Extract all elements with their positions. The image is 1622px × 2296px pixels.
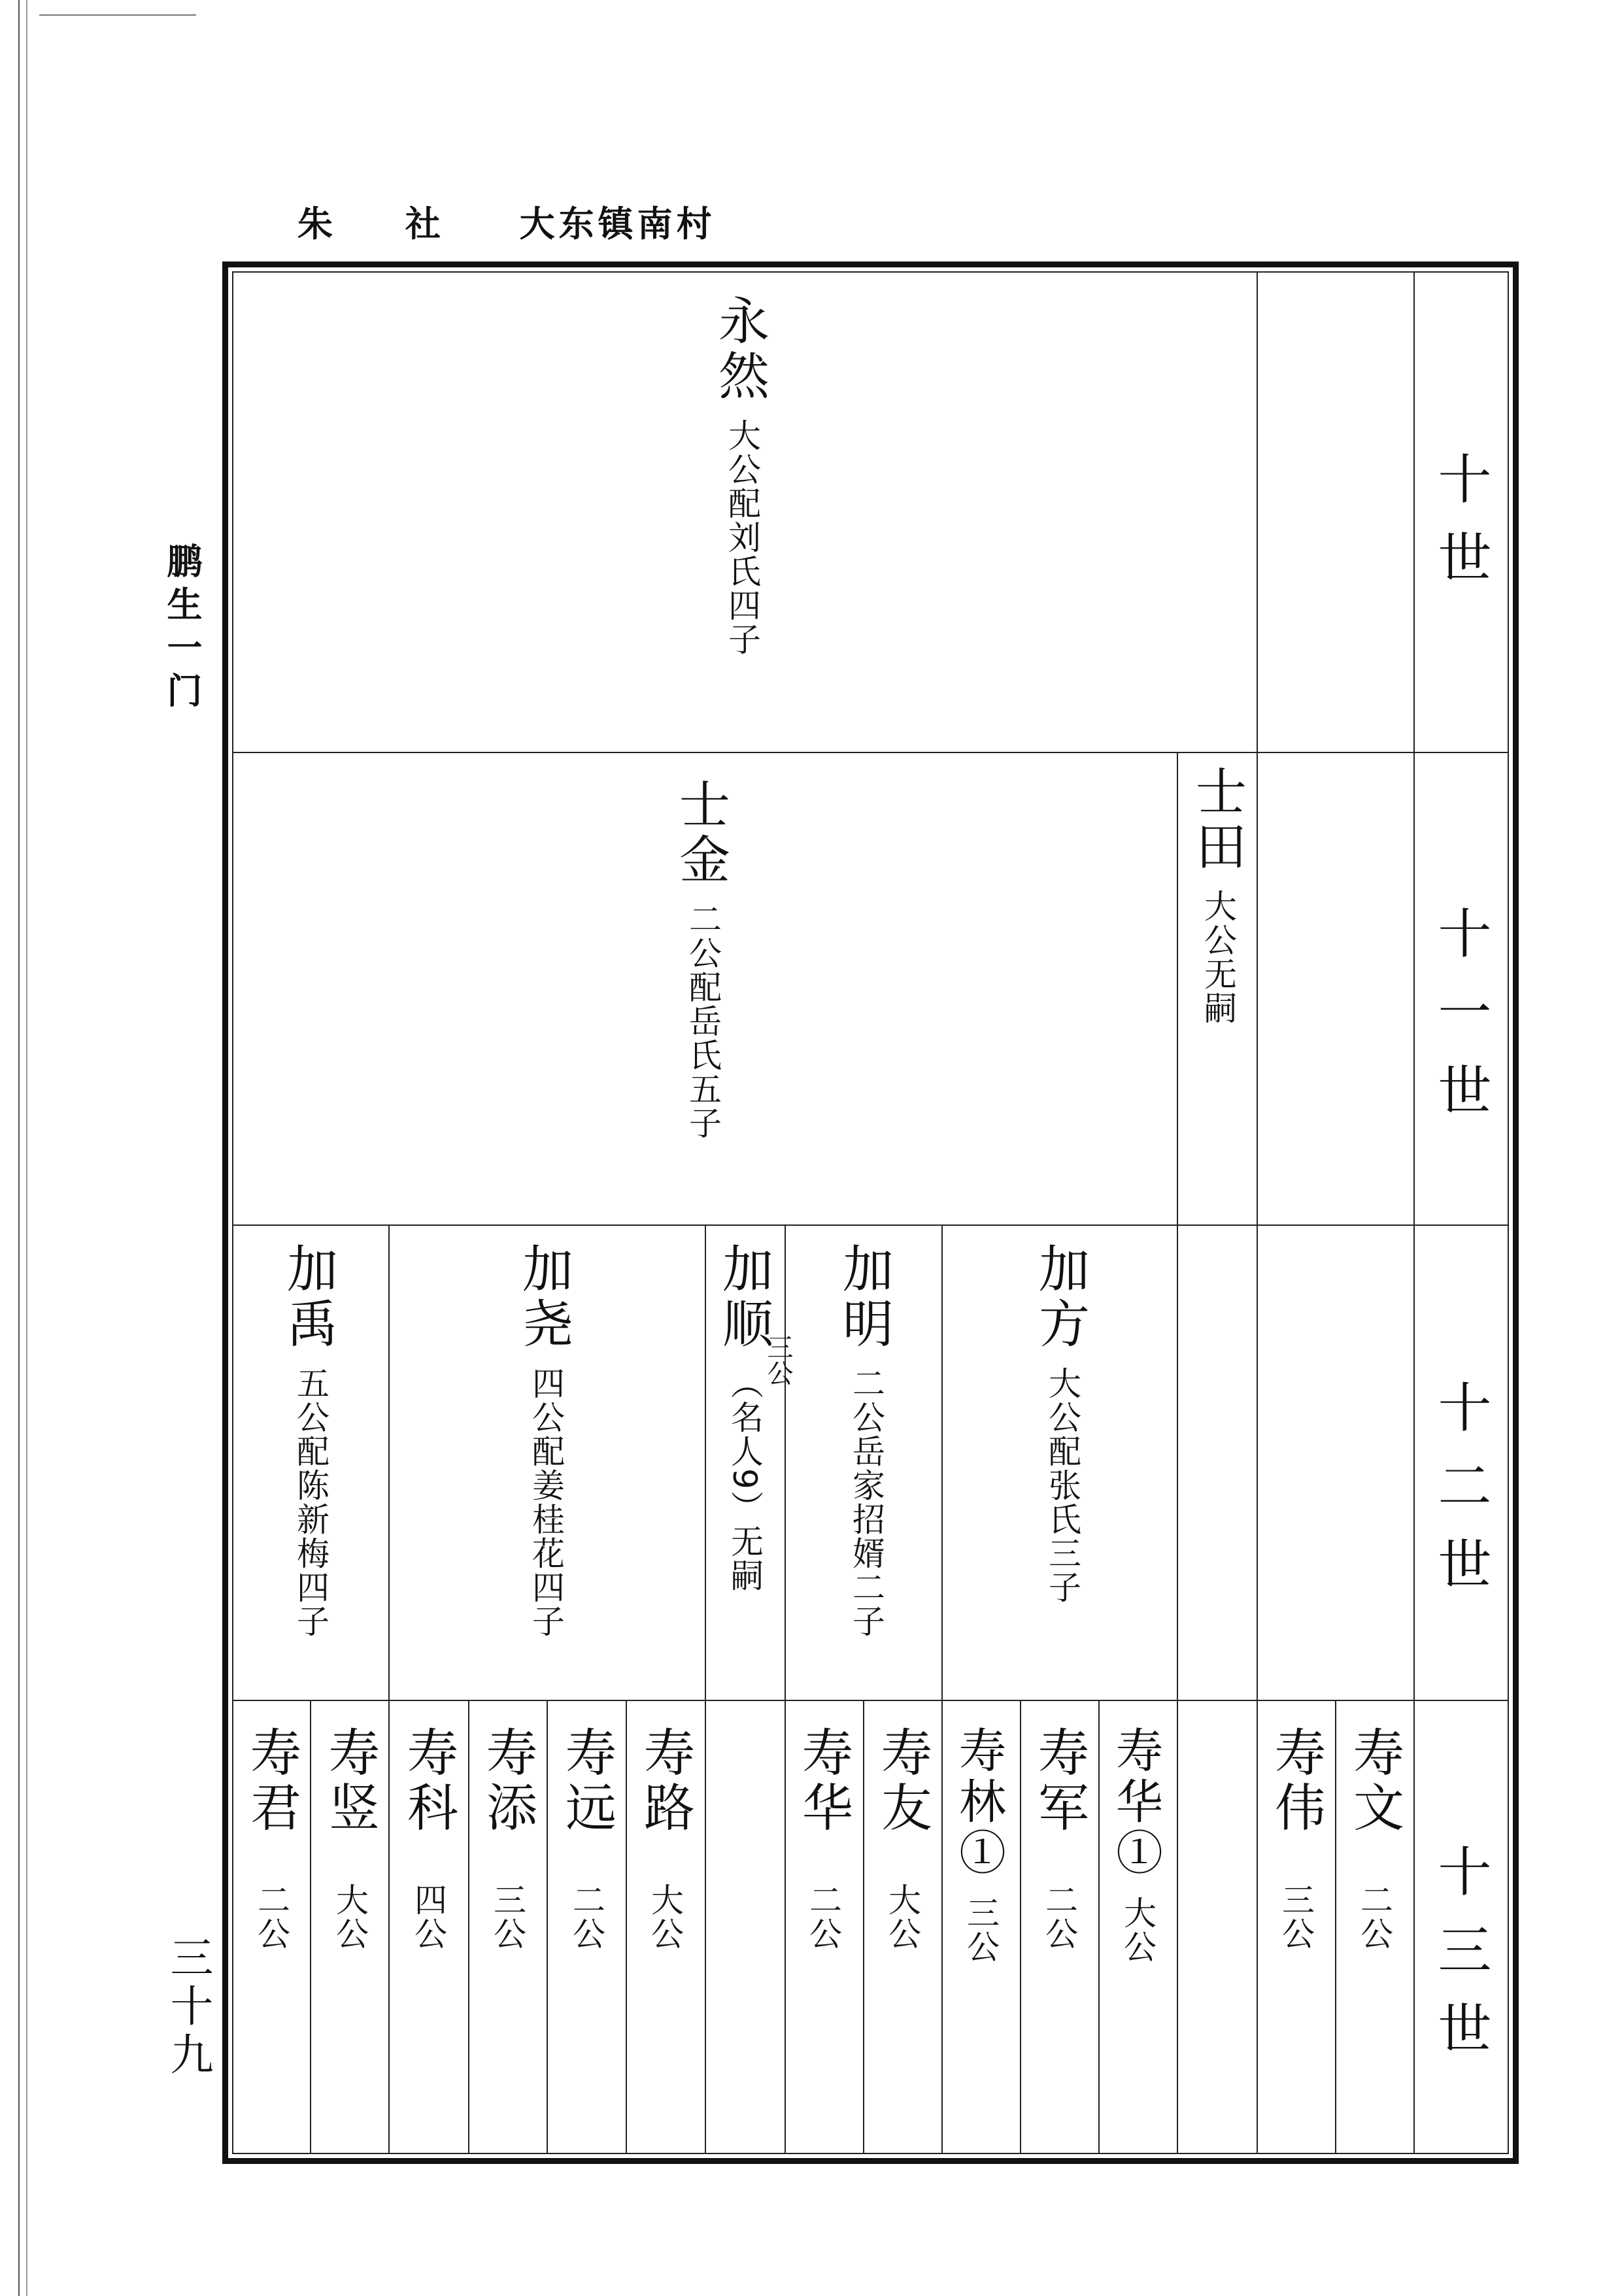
cell-divider xyxy=(785,1700,786,2153)
page-number: 三十九 xyxy=(163,1935,213,2080)
cell-divider xyxy=(388,1224,390,1700)
person-name: 寿添 xyxy=(478,1726,537,1836)
person-name: 加方 xyxy=(1030,1242,1089,1352)
person-name: 永然 xyxy=(710,294,769,404)
person-desc: 五公配陈新梅四子 xyxy=(292,1366,329,1638)
person-name: 寿远 xyxy=(557,1726,616,1836)
cell-divider xyxy=(785,1224,786,1700)
person-name: 寿伟 xyxy=(1266,1726,1325,1836)
cell-divider xyxy=(1257,752,1258,1224)
person-desc: 大公 xyxy=(331,1883,369,1951)
cell-divider xyxy=(1177,1224,1178,1700)
cell-divider xyxy=(468,1700,469,2153)
person-desc: 二公配岳氏五子 xyxy=(684,902,722,1140)
cell-divider xyxy=(863,1700,864,2153)
person-desc: 二公 xyxy=(1355,1883,1393,1951)
person-name: 加禹 xyxy=(279,1242,337,1352)
person-desc: 二公 xyxy=(567,1883,605,1951)
generation-label-12: 十二世 xyxy=(1429,1379,1491,1615)
cell-divider xyxy=(941,1700,943,2153)
person-note: 三公 xyxy=(763,1334,793,1386)
cell-divider xyxy=(1020,1700,1021,2153)
person-desc: 大公无嗣 xyxy=(1199,889,1237,1025)
row-divider xyxy=(233,1224,1508,1226)
header-surname: 朱 xyxy=(297,203,337,245)
generation-label-11: 十一世 xyxy=(1429,905,1491,1141)
cell-divider xyxy=(1177,752,1178,1224)
top-rule xyxy=(39,14,196,16)
cell-divider xyxy=(388,1700,390,2153)
person-desc: 二公 xyxy=(1040,1883,1078,1951)
person-name: 寿华 xyxy=(794,1726,853,1836)
person-desc: 大公配刘氏四子 xyxy=(723,418,761,656)
person-name: 寿林① xyxy=(951,1726,1006,1879)
person-desc: 大公配张氏三子 xyxy=(1043,1366,1081,1604)
person-desc: 四公 xyxy=(409,1883,447,1951)
person-name: 寿军 xyxy=(1030,1726,1089,1836)
person-name: 寿友 xyxy=(873,1726,932,1836)
cell-divider xyxy=(310,1700,311,2153)
person-desc: 四公配姜桂花四子 xyxy=(527,1366,565,1638)
person-desc: 大公 xyxy=(883,1883,921,1951)
person-desc: 大公 xyxy=(1119,1896,1157,1964)
person-name: 加尧 xyxy=(514,1242,573,1352)
cell-divider xyxy=(626,1700,627,2153)
branch-label: 鹏生一门 xyxy=(161,543,203,715)
person-name: 寿华① xyxy=(1108,1726,1163,1879)
cell-divider xyxy=(1098,1700,1100,2153)
person-name: 加顺 xyxy=(714,1242,773,1352)
cell-divider xyxy=(1257,273,1258,752)
cell-divider xyxy=(1177,1700,1178,2153)
header-clan: 社 xyxy=(405,203,445,245)
person-name: 寿路 xyxy=(635,1726,694,1836)
cell-divider xyxy=(1257,1700,1258,2153)
person-desc: 二公岳家招婿二子 xyxy=(847,1366,885,1638)
person-desc: 大公 xyxy=(646,1883,684,1951)
genealogy-table xyxy=(232,271,1509,2154)
person-name: 寿科 xyxy=(399,1726,458,1836)
row-divider xyxy=(233,752,1508,753)
generation-column-divider xyxy=(1413,273,1415,2153)
person-desc: 三公 xyxy=(488,1883,526,1951)
cell-divider xyxy=(941,1224,943,1700)
person-desc: 三公 xyxy=(962,1896,1000,1964)
person-desc: （名人9）无嗣 xyxy=(726,1366,764,1593)
page-header xyxy=(297,196,716,246)
person-name: 寿文 xyxy=(1345,1726,1404,1836)
person-desc: 二公 xyxy=(252,1883,290,1951)
generation-label-13: 十三世 xyxy=(1429,1844,1491,2079)
cell-divider xyxy=(1335,1700,1336,2153)
person-name: 寿君 xyxy=(242,1726,301,1836)
cell-divider xyxy=(705,1224,706,1700)
person-desc: 二公 xyxy=(804,1883,842,1951)
cell-divider xyxy=(1257,1224,1258,1700)
person-name: 士田 xyxy=(1187,765,1246,875)
row-divider xyxy=(233,1700,1508,1701)
margin-line xyxy=(26,0,27,2296)
margin-line xyxy=(18,0,20,2296)
person-name: 寿竖 xyxy=(320,1726,379,1836)
person-name: 士金 xyxy=(671,778,730,888)
generation-label-10: 十世 xyxy=(1429,451,1491,608)
cell-divider xyxy=(705,1700,706,2153)
person-desc: 三公 xyxy=(1277,1883,1315,1951)
person-name: 加明 xyxy=(834,1242,893,1352)
header-location: 大东镇南村 xyxy=(519,203,716,245)
cell-divider xyxy=(547,1700,548,2153)
